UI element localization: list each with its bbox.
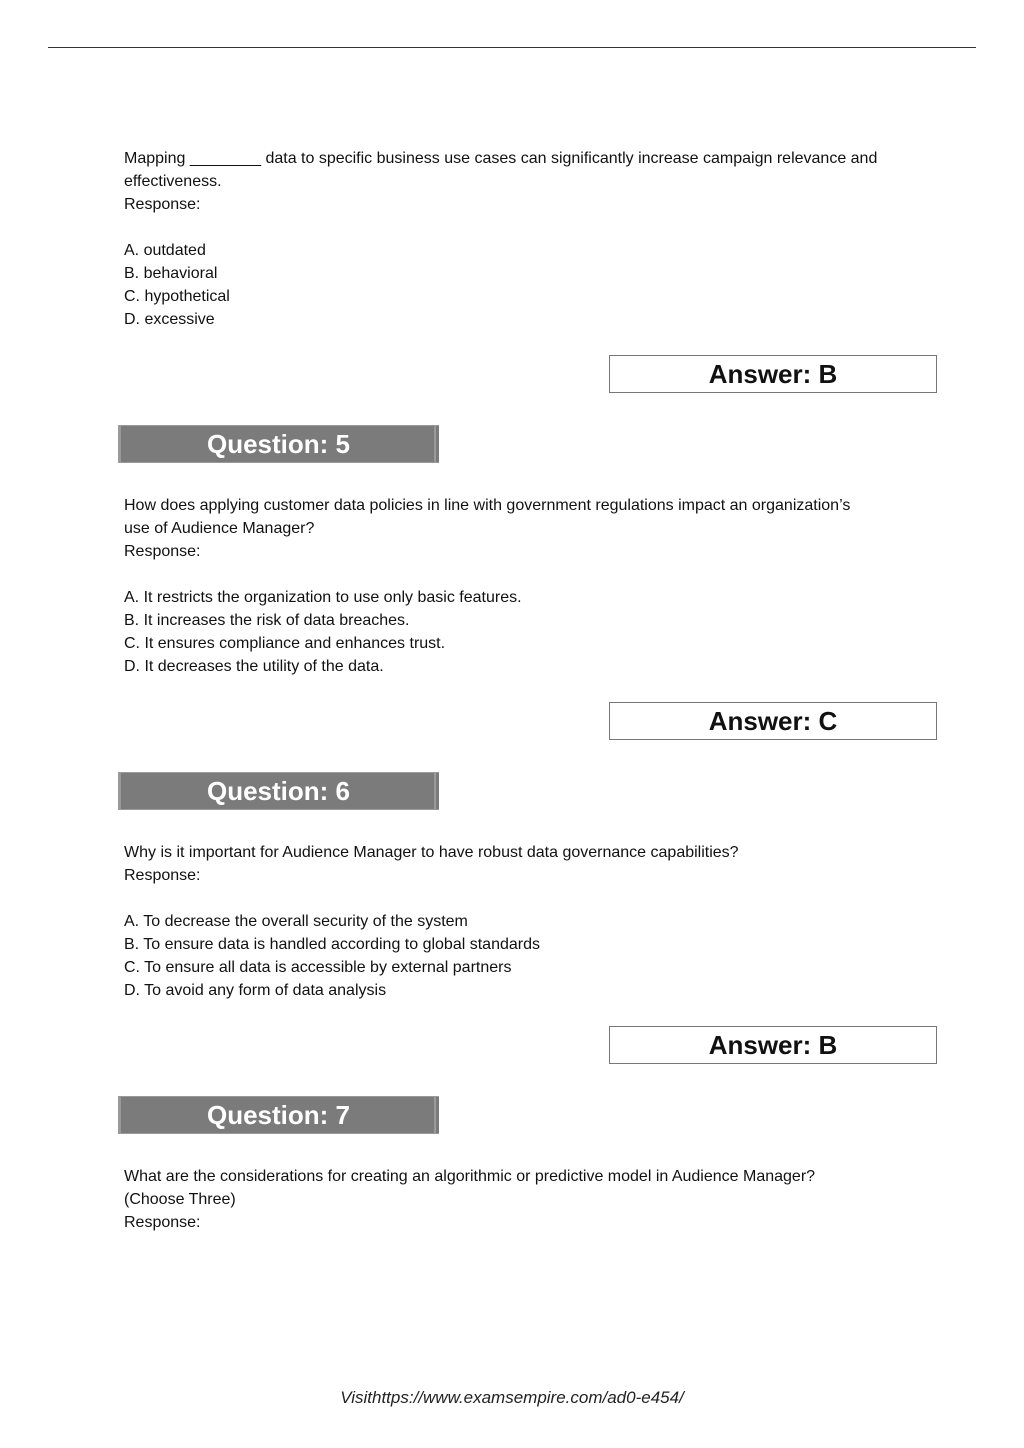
question-stem: Mapping ________ data to specific business use cases can significantly increase campaign relevance and: [124, 150, 878, 167]
question-stem: How does applying customer data policies in line with government regulations impact an organization’s: [124, 497, 851, 514]
answer-box: [609, 702, 937, 740]
question-title: Question: 6: [206, 775, 350, 806]
answer-text: Answer: B: [708, 358, 838, 389]
answer-text: Answer: B: [708, 1029, 838, 1060]
footer-link[interactable]: Visithttps://www.examsempire.com/ad0-e454/: [340, 1388, 684, 1407]
option-d: D. It decreases the utility of the data.: [124, 658, 384, 675]
response-label: Response:: [124, 543, 201, 560]
response-label: Response:: [124, 867, 201, 884]
header-rule: [48, 47, 976, 48]
question-title: Question: 7: [206, 1099, 350, 1130]
answer-box: [609, 1026, 937, 1064]
option-b: B. behavioral: [124, 265, 218, 282]
response-label: Response:: [124, 196, 201, 213]
question-7-banner: [118, 1096, 439, 1134]
question-6-block: [124, 841, 944, 1002]
answer-box: [609, 355, 937, 393]
question-stem: Why is it important for Audience Manager to have robust data governance capabilities?: [124, 844, 739, 861]
option-c: C. It ensures compliance and enhances trust.: [124, 635, 446, 652]
question-4-block: [124, 147, 944, 331]
response-label: Response:: [124, 1214, 201, 1231]
question-5-block: [124, 494, 944, 678]
question-stem: What are the considerations for creating an algorithmic or predictive model in Audience Manager?: [124, 1168, 816, 1185]
option-c: C. To ensure all data is accessible by external partners: [124, 959, 512, 976]
question-5-banner: [118, 425, 439, 463]
question-title: Question: 5: [206, 428, 350, 459]
question-stem: (Choose Three): [124, 1191, 236, 1208]
question-6-banner: [118, 772, 439, 810]
option-a: A. It restricts the organization to use only basic features.: [124, 589, 522, 606]
answer-text: Answer: C: [708, 705, 838, 736]
option-d: D. To avoid any form of data analysis: [124, 982, 387, 999]
option-a: A. outdated: [124, 242, 206, 259]
option-d: D. excessive: [124, 311, 215, 328]
option-b: B. To ensure data is handled according to global standards: [124, 936, 540, 953]
option-b: B. It increases the risk of data breaches.: [124, 612, 410, 629]
question-stem: effectiveness.: [124, 173, 222, 190]
question-stem: use of Audience Manager?: [124, 520, 315, 537]
option-a: A. To decrease the overall security of the system: [124, 913, 468, 930]
question-7-block: [124, 1165, 944, 1234]
option-c: C. hypothetical: [124, 288, 230, 305]
